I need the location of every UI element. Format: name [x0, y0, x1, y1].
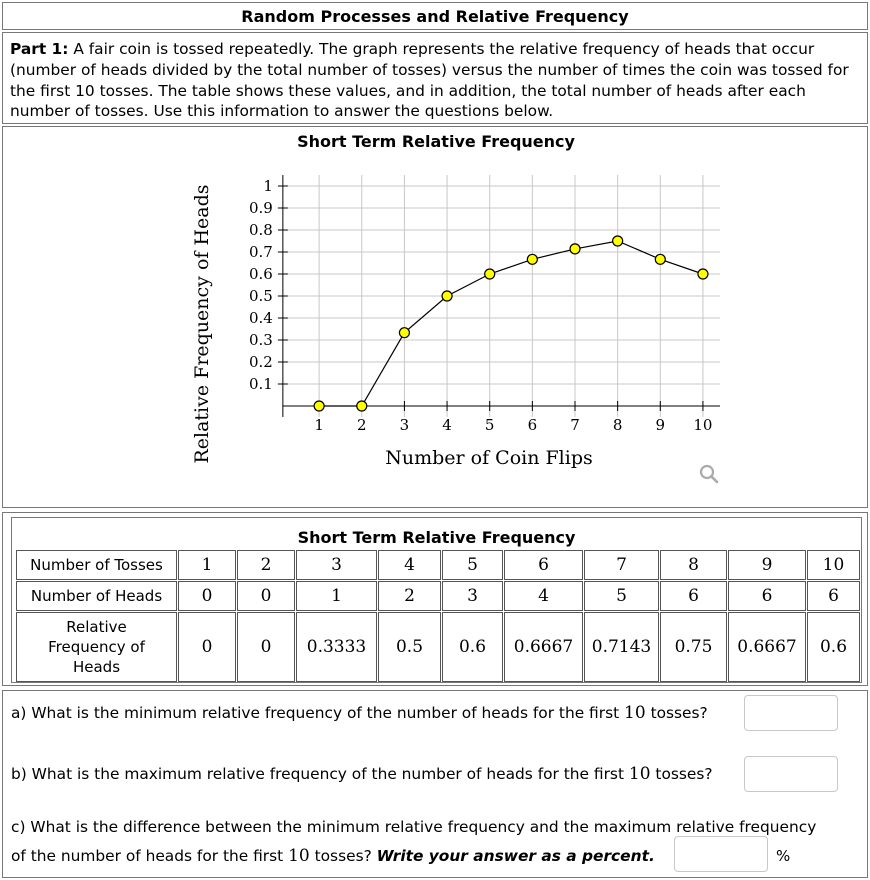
heads-cell-8: 6: [660, 581, 727, 611]
part-label: Part 1:: [10, 40, 69, 58]
x-axis-label: Number of Coin Flips: [385, 447, 593, 469]
relfreq-cell-6: 0.6667: [504, 612, 583, 682]
x-tick-label-7: 7: [570, 416, 580, 434]
tosses-cell-3: 3: [296, 550, 377, 580]
question-a-number: 10: [624, 703, 646, 723]
y-tick-label-9: 0.9: [249, 199, 273, 217]
heads-cell-4: 2: [378, 581, 441, 611]
answer-c-input[interactable]: [674, 836, 768, 872]
data-point-8: [613, 236, 623, 246]
data-point-10: [698, 269, 708, 279]
y-tick-label-4: 0.4: [249, 309, 273, 327]
x-tick-label-3: 3: [399, 416, 410, 434]
relfreq-cell-2: 0: [237, 612, 295, 682]
y-tick-label-1: 0.1: [249, 375, 273, 393]
question-c-mid: tosses?: [309, 847, 377, 865]
relfreq-cell-7: 0.7143: [584, 612, 659, 682]
question-c-number: 10: [288, 846, 310, 866]
y-tick-label-6: 0.6: [249, 265, 273, 283]
heads-cell-2: 0: [237, 581, 295, 611]
data-point-7: [570, 244, 580, 254]
answer-b-input[interactable]: [744, 756, 838, 792]
y-tick-label-10: 1: [263, 177, 273, 195]
y-tick-label-7: 0.7: [249, 243, 273, 261]
relfreq-cell-8: 0.75: [660, 612, 727, 682]
heads-cell-6: 4: [504, 581, 583, 611]
question-b-suffix: tosses?: [650, 765, 713, 783]
relfreq-cell-9: 0.6667: [728, 612, 806, 682]
question-a-prefix: a) What is the minimum relative frequency of the number of heads for the first: [11, 704, 625, 722]
answer-a-input[interactable]: [744, 695, 838, 731]
heads-cell-5: 3: [442, 581, 503, 611]
x-tick-label-8: 8: [612, 416, 623, 434]
relfreq-cell-4: 0.5: [378, 612, 441, 682]
y-tick-label-2: 0.2: [249, 353, 273, 371]
chart-title: Short Term Relative Frequency: [297, 132, 575, 151]
question-c-line2: [11, 846, 655, 866]
frequency-table: [11, 517, 862, 683]
tosses-cell-4: 4: [378, 550, 441, 580]
x-tick-label-1: 1: [314, 416, 324, 434]
tosses-cell-5: 5: [442, 550, 503, 580]
question-b-number: 10: [628, 764, 651, 784]
heads-cell-10: 6: [807, 581, 860, 611]
x-tick-label-10: 10: [693, 416, 713, 434]
page-title: [2, 2, 868, 30]
intro-text: A fair coin is tossed repeatedly. The graph represents the relative frequency of heads that occur (number of heads divided by the total number of tosses) versus the number of times the coin was tossed for the first 10 tosses. The table shows these values, and in addition, the total number of heads after each number of tosses. Use this information to answer the questions below.: [10, 40, 849, 121]
tosses-cell-7: 7: [584, 550, 659, 580]
y-tick-label-8: 0.8: [249, 221, 273, 239]
row-header-tosses: [16, 550, 177, 580]
data-point-4: [442, 291, 452, 301]
y-axis-label: Relative Frequency of Heads: [191, 184, 213, 464]
y-tick-label-5: 0.5: [249, 287, 273, 305]
relfreq-cell-10: 0.6: [807, 612, 860, 682]
x-tick-label-9: 9: [655, 416, 666, 434]
question-b-prefix: b) What is the maximum relative frequency of the number of heads for the first: [11, 765, 629, 783]
chart-grid: [283, 175, 720, 417]
question-c-line1: [11, 817, 816, 837]
heads-cell-1: 0: [178, 581, 236, 611]
data-point-6: [527, 254, 537, 264]
page-title-text: Random Processes and Relative Frequency: [241, 7, 629, 26]
question-c-line1-text: c) What is the difference between the minimum relative frequency and the maximum relative frequency: [11, 818, 817, 836]
series-line: [319, 241, 703, 406]
graph-panel: [2, 126, 868, 508]
heads-cell-7: 5: [584, 581, 659, 611]
question-b: [11, 764, 713, 784]
x-tick-label-5: 5: [484, 416, 495, 434]
intro-panel: [2, 32, 868, 124]
table-title: Short Term Relative Frequency: [297, 528, 576, 547]
table-panel: [2, 512, 868, 686]
x-tick-label-4: 4: [442, 416, 452, 434]
chart-series: [314, 236, 708, 411]
question-c-prefix: of the number of heads for the first: [11, 847, 289, 865]
heads-cell-9: 6: [728, 581, 806, 611]
chart-ticks: [249, 177, 712, 434]
tosses-cell-10: 10: [807, 550, 860, 580]
question-a: [11, 703, 708, 723]
data-point-3: [399, 328, 409, 338]
question-c-emphasis: Write your answer as a percent.: [376, 847, 655, 865]
row-header-tosses-text: Number of Tosses: [30, 556, 163, 574]
tosses-cell-2: 2: [237, 550, 295, 580]
heads-cell-3: 1: [296, 581, 377, 611]
relfreq-cell-1: 0: [178, 612, 236, 682]
percent-unit: %: [776, 847, 791, 865]
data-point-5: [485, 269, 495, 279]
magnifier-icon[interactable]: [701, 466, 717, 482]
questions-panel: [2, 690, 868, 878]
y-tick-label-3: 0.3: [249, 331, 273, 349]
row-header-relative-frequency: [16, 612, 177, 682]
tosses-cell-9: 9: [728, 550, 806, 580]
x-tick-label-2: 2: [356, 416, 367, 434]
data-point-1: [314, 401, 324, 411]
row-header-relative-frequency-text: Relative Frequency of Heads: [48, 618, 145, 676]
tosses-cell-8: 8: [660, 550, 727, 580]
relfreq-cell-3: 0.3333: [296, 612, 377, 682]
row-header-heads-text: Number of Heads: [30, 587, 163, 605]
relfreq-cell-5: 0.6: [442, 612, 503, 682]
question-a-suffix: tosses?: [645, 704, 708, 722]
row-header-heads: [16, 581, 177, 611]
relative-frequency-chart: [3, 127, 869, 509]
tosses-cell-6: 6: [504, 550, 583, 580]
data-point-2: [357, 401, 367, 411]
data-point-9: [655, 254, 665, 264]
tosses-cell-1: 1: [178, 550, 236, 580]
x-tick-label-6: 6: [527, 416, 538, 434]
